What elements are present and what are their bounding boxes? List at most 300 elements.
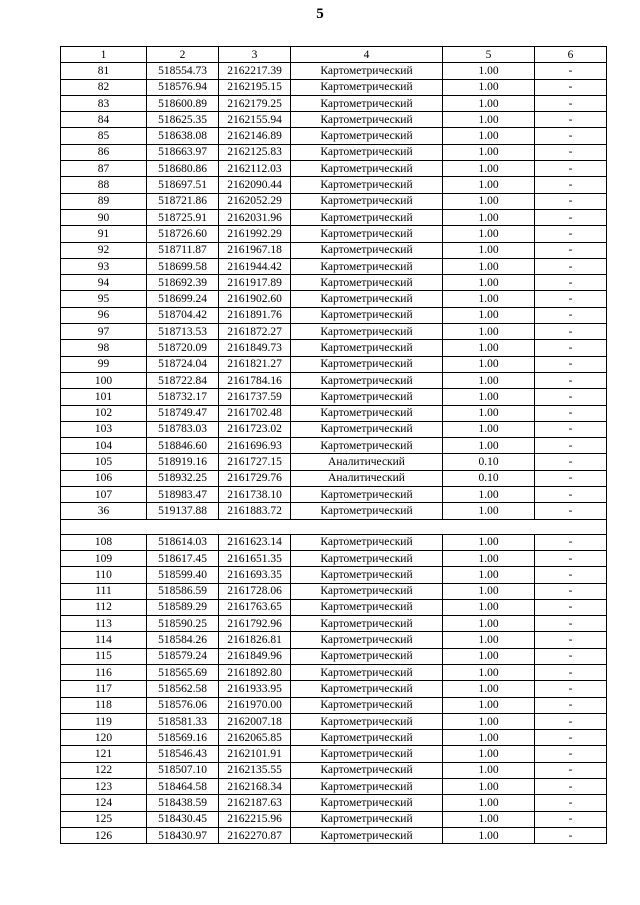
note-cell: -	[535, 827, 607, 843]
table-row	[61, 226, 607, 242]
point-number-cell: 92	[61, 242, 147, 258]
y-coordinate-cell: 2162065.85	[219, 730, 291, 746]
table-row	[61, 79, 607, 95]
y-coordinate-cell: 2161849.96	[219, 648, 291, 664]
accuracy-cell: 1.00	[443, 632, 535, 648]
note-cell: -	[535, 550, 607, 566]
method-cell: Картометрический	[291, 713, 443, 729]
note-cell: -	[535, 177, 607, 193]
y-coordinate-cell: 2161623.14	[219, 534, 291, 550]
table-row	[61, 567, 607, 583]
point-number-cell: 112	[61, 599, 147, 615]
x-coordinate-cell: 518720.09	[147, 340, 219, 356]
table-section-1	[61, 63, 607, 519]
method-cell: Картометрический	[291, 421, 443, 437]
point-number-cell: 108	[61, 534, 147, 550]
y-coordinate-cell: 2161792.96	[219, 616, 291, 632]
table-row	[61, 454, 607, 470]
y-coordinate-cell: 2162215.96	[219, 811, 291, 827]
x-coordinate-cell: 518579.24	[147, 648, 219, 664]
x-coordinate-cell: 518983.47	[147, 487, 219, 503]
note-cell: -	[535, 583, 607, 599]
method-cell: Картометрический	[291, 795, 443, 811]
method-cell: Картометрический	[291, 681, 443, 697]
x-coordinate-cell: 518711.87	[147, 242, 219, 258]
method-cell: Картометрический	[291, 258, 443, 274]
x-coordinate-cell: 518507.10	[147, 762, 219, 778]
point-number-cell: 125	[61, 811, 147, 827]
table-row	[61, 144, 607, 160]
method-cell: Картометрический	[291, 632, 443, 648]
note-cell: -	[535, 746, 607, 762]
table-row	[61, 258, 607, 274]
note-cell: -	[535, 209, 607, 225]
y-coordinate-cell: 2162031.96	[219, 209, 291, 225]
x-coordinate-cell: 518576.06	[147, 697, 219, 713]
point-number-cell: 85	[61, 128, 147, 144]
accuracy-cell: 1.00	[443, 226, 535, 242]
x-coordinate-cell: 518919.16	[147, 454, 219, 470]
x-coordinate-cell: 518584.26	[147, 632, 219, 648]
column-header: 6	[535, 47, 607, 63]
x-coordinate-cell: 518625.35	[147, 112, 219, 128]
x-coordinate-cell: 518725.91	[147, 209, 219, 225]
y-coordinate-cell: 2161651.35	[219, 550, 291, 566]
table-row	[61, 209, 607, 225]
accuracy-cell: 0.10	[443, 470, 535, 486]
x-coordinate-cell: 518704.42	[147, 307, 219, 323]
x-coordinate-cell: 518562.58	[147, 681, 219, 697]
method-cell: Картометрический	[291, 697, 443, 713]
x-coordinate-cell: 518546.43	[147, 746, 219, 762]
table-row	[61, 713, 607, 729]
note-cell: -	[535, 697, 607, 713]
method-cell: Картометрический	[291, 389, 443, 405]
table-row	[61, 550, 607, 566]
point-number-cell: 86	[61, 144, 147, 160]
point-number-cell: 87	[61, 161, 147, 177]
x-coordinate-cell: 518732.17	[147, 389, 219, 405]
note-cell: -	[535, 470, 607, 486]
table-row	[61, 161, 607, 177]
accuracy-cell: 0.10	[443, 454, 535, 470]
y-coordinate-cell: 2161738.10	[219, 487, 291, 503]
y-coordinate-cell: 2162217.39	[219, 63, 291, 79]
accuracy-cell: 1.00	[443, 128, 535, 144]
point-number-cell: 123	[61, 779, 147, 795]
table-row	[61, 112, 607, 128]
point-number-cell: 97	[61, 324, 147, 340]
x-coordinate-cell: 518589.29	[147, 599, 219, 615]
method-cell: Картометрический	[291, 209, 443, 225]
method-cell: Картометрический	[291, 746, 443, 762]
point-number-cell: 120	[61, 730, 147, 746]
y-coordinate-cell: 2161891.76	[219, 307, 291, 323]
x-coordinate-cell: 518617.45	[147, 550, 219, 566]
x-coordinate-cell: 518692.39	[147, 275, 219, 291]
method-cell: Картометрический	[291, 193, 443, 209]
method-cell: Картометрический	[291, 648, 443, 664]
accuracy-cell: 1.00	[443, 372, 535, 388]
y-coordinate-cell: 2161729.76	[219, 470, 291, 486]
method-cell: Аналитический	[291, 454, 443, 470]
point-number-cell: 113	[61, 616, 147, 632]
y-coordinate-cell: 2162168.34	[219, 779, 291, 795]
y-coordinate-cell: 2162155.94	[219, 112, 291, 128]
y-coordinate-cell: 2162090.44	[219, 177, 291, 193]
accuracy-cell: 1.00	[443, 795, 535, 811]
method-cell: Картометрический	[291, 291, 443, 307]
x-coordinate-cell: 518581.33	[147, 713, 219, 729]
x-coordinate-cell: 518614.03	[147, 534, 219, 550]
note-cell: -	[535, 713, 607, 729]
method-cell: Картометрический	[291, 307, 443, 323]
y-coordinate-cell: 2161728.06	[219, 583, 291, 599]
point-number-cell: 94	[61, 275, 147, 291]
spacer-cell	[61, 519, 607, 534]
method-cell: Картометрический	[291, 827, 443, 843]
point-number-cell: 110	[61, 567, 147, 583]
y-coordinate-cell: 2162270.87	[219, 827, 291, 843]
point-number-cell: 93	[61, 258, 147, 274]
table-row	[61, 632, 607, 648]
method-cell: Картометрический	[291, 567, 443, 583]
x-coordinate-cell: 518697.51	[147, 177, 219, 193]
point-number-cell: 99	[61, 356, 147, 372]
y-coordinate-cell: 2161702.48	[219, 405, 291, 421]
note-cell: -	[535, 226, 607, 242]
x-coordinate-cell: 518932.25	[147, 470, 219, 486]
point-number-cell: 104	[61, 438, 147, 454]
accuracy-cell: 1.00	[443, 681, 535, 697]
table-row	[61, 534, 607, 550]
table-row	[61, 470, 607, 486]
table-row	[61, 811, 607, 827]
method-cell: Картометрический	[291, 487, 443, 503]
note-cell: -	[535, 664, 607, 680]
accuracy-cell: 1.00	[443, 242, 535, 258]
accuracy-cell: 1.00	[443, 177, 535, 193]
accuracy-cell: 1.00	[443, 291, 535, 307]
method-cell: Картометрический	[291, 242, 443, 258]
x-coordinate-cell: 519137.88	[147, 503, 219, 519]
note-cell: -	[535, 112, 607, 128]
table-spacer	[61, 519, 607, 534]
table-header-row	[61, 47, 607, 63]
column-header: 4	[291, 47, 443, 63]
column-header: 5	[443, 47, 535, 63]
accuracy-cell: 1.00	[443, 307, 535, 323]
table-row	[61, 827, 607, 843]
y-coordinate-cell: 2161992.29	[219, 226, 291, 242]
note-cell: -	[535, 144, 607, 160]
accuracy-cell: 1.00	[443, 79, 535, 95]
method-cell: Картометрический	[291, 340, 443, 356]
x-coordinate-cell: 518663.97	[147, 144, 219, 160]
note-cell: -	[535, 648, 607, 664]
accuracy-cell: 1.00	[443, 827, 535, 843]
accuracy-cell: 1.00	[443, 697, 535, 713]
table-row	[61, 697, 607, 713]
note-cell: -	[535, 275, 607, 291]
point-number-cell: 36	[61, 503, 147, 519]
note-cell: -	[535, 438, 607, 454]
note-cell: -	[535, 79, 607, 95]
note-cell: -	[535, 795, 607, 811]
note-cell: -	[535, 291, 607, 307]
accuracy-cell: 1.00	[443, 664, 535, 680]
note-cell: -	[535, 681, 607, 697]
y-coordinate-cell: 2162125.83	[219, 144, 291, 160]
method-cell: Картометрический	[291, 664, 443, 680]
point-number-cell: 90	[61, 209, 147, 225]
point-number-cell: 109	[61, 550, 147, 566]
x-coordinate-cell: 518680.86	[147, 161, 219, 177]
y-coordinate-cell: 2162052.29	[219, 193, 291, 209]
accuracy-cell: 1.00	[443, 275, 535, 291]
method-cell: Аналитический	[291, 470, 443, 486]
accuracy-cell: 1.00	[443, 762, 535, 778]
accuracy-cell: 1.00	[443, 63, 535, 79]
x-coordinate-cell: 518699.58	[147, 258, 219, 274]
y-coordinate-cell: 2162101.91	[219, 746, 291, 762]
table-row	[61, 177, 607, 193]
x-coordinate-cell: 518699.24	[147, 291, 219, 307]
accuracy-cell: 1.00	[443, 112, 535, 128]
method-cell: Картометрический	[291, 438, 443, 454]
y-coordinate-cell: 2161723.02	[219, 421, 291, 437]
column-header: 1	[61, 47, 147, 63]
table-row	[61, 128, 607, 144]
method-cell: Картометрический	[291, 534, 443, 550]
accuracy-cell: 1.00	[443, 421, 535, 437]
x-coordinate-cell: 518430.97	[147, 827, 219, 843]
point-number-cell: 100	[61, 372, 147, 388]
accuracy-cell: 1.00	[443, 583, 535, 599]
point-number-cell: 98	[61, 340, 147, 356]
method-cell: Картометрический	[291, 599, 443, 615]
y-coordinate-cell: 2161970.00	[219, 697, 291, 713]
table-row	[61, 95, 607, 111]
accuracy-cell: 1.00	[443, 648, 535, 664]
method-cell: Картометрический	[291, 144, 443, 160]
method-cell: Картометрический	[291, 356, 443, 372]
y-coordinate-cell: 2162195.15	[219, 79, 291, 95]
table-row	[61, 389, 607, 405]
method-cell: Картометрический	[291, 779, 443, 795]
point-number-cell: 89	[61, 193, 147, 209]
note-cell: -	[535, 454, 607, 470]
accuracy-cell: 1.00	[443, 779, 535, 795]
method-cell: Картометрический	[291, 372, 443, 388]
accuracy-cell: 1.00	[443, 616, 535, 632]
table-row	[61, 746, 607, 762]
table-row	[61, 340, 607, 356]
point-number-cell: 121	[61, 746, 147, 762]
y-coordinate-cell: 2162112.03	[219, 161, 291, 177]
table-row	[61, 242, 607, 258]
x-coordinate-cell: 518438.59	[147, 795, 219, 811]
x-coordinate-cell: 518724.04	[147, 356, 219, 372]
point-number-cell: 111	[61, 583, 147, 599]
page-number: 5	[316, 6, 324, 22]
x-coordinate-cell: 518569.16	[147, 730, 219, 746]
point-number-cell: 103	[61, 421, 147, 437]
y-coordinate-cell: 2161784.16	[219, 372, 291, 388]
note-cell: -	[535, 405, 607, 421]
y-coordinate-cell: 2161933.95	[219, 681, 291, 697]
x-coordinate-cell: 518749.47	[147, 405, 219, 421]
point-number-cell: 106	[61, 470, 147, 486]
x-coordinate-cell: 518554.73	[147, 63, 219, 79]
method-cell: Картометрический	[291, 811, 443, 827]
x-coordinate-cell: 518722.84	[147, 372, 219, 388]
x-coordinate-cell: 518599.40	[147, 567, 219, 583]
column-header: 3	[219, 47, 291, 63]
table-row	[61, 762, 607, 778]
method-cell: Картометрический	[291, 405, 443, 421]
note-cell: -	[535, 779, 607, 795]
note-cell: -	[535, 372, 607, 388]
table-row	[61, 730, 607, 746]
accuracy-cell: 1.00	[443, 161, 535, 177]
x-coordinate-cell: 518590.25	[147, 616, 219, 632]
point-number-cell: 119	[61, 713, 147, 729]
method-cell: Картометрический	[291, 275, 443, 291]
y-coordinate-cell: 2162007.18	[219, 713, 291, 729]
y-coordinate-cell: 2162187.63	[219, 795, 291, 811]
table-row	[61, 599, 607, 615]
point-number-cell: 84	[61, 112, 147, 128]
y-coordinate-cell: 2161737.59	[219, 389, 291, 405]
x-coordinate-cell: 518726.60	[147, 226, 219, 242]
accuracy-cell: 1.00	[443, 599, 535, 615]
table-row	[61, 372, 607, 388]
accuracy-cell: 1.00	[443, 389, 535, 405]
method-cell: Картометрический	[291, 550, 443, 566]
x-coordinate-cell: 518576.94	[147, 79, 219, 95]
note-cell: -	[535, 762, 607, 778]
table-row	[61, 421, 607, 437]
accuracy-cell: 1.00	[443, 405, 535, 421]
note-cell: -	[535, 567, 607, 583]
note-cell: -	[535, 324, 607, 340]
y-coordinate-cell: 2162146.89	[219, 128, 291, 144]
method-cell: Картометрический	[291, 79, 443, 95]
accuracy-cell: 1.00	[443, 258, 535, 274]
method-cell: Картометрический	[291, 95, 443, 111]
x-coordinate-cell: 518565.69	[147, 664, 219, 680]
point-number-cell: 118	[61, 697, 147, 713]
note-cell: -	[535, 421, 607, 437]
y-coordinate-cell: 2162179.25	[219, 95, 291, 111]
y-coordinate-cell: 2162135.55	[219, 762, 291, 778]
accuracy-cell: 1.00	[443, 209, 535, 225]
point-number-cell: 117	[61, 681, 147, 697]
point-number-cell: 102	[61, 405, 147, 421]
note-cell: -	[535, 95, 607, 111]
accuracy-cell: 1.00	[443, 534, 535, 550]
x-coordinate-cell: 518638.08	[147, 128, 219, 144]
table-row	[61, 291, 607, 307]
accuracy-cell: 1.00	[443, 356, 535, 372]
accuracy-cell: 1.00	[443, 550, 535, 566]
point-number-cell: 126	[61, 827, 147, 843]
note-cell: -	[535, 632, 607, 648]
accuracy-cell: 1.00	[443, 340, 535, 356]
point-number-cell: 81	[61, 63, 147, 79]
x-coordinate-cell: 518783.03	[147, 421, 219, 437]
accuracy-cell: 1.00	[443, 713, 535, 729]
method-cell: Картометрический	[291, 503, 443, 519]
y-coordinate-cell: 2161944.42	[219, 258, 291, 274]
note-cell: -	[535, 534, 607, 550]
coordinates-table	[60, 46, 607, 844]
accuracy-cell: 1.00	[443, 503, 535, 519]
accuracy-cell: 1.00	[443, 438, 535, 454]
x-coordinate-cell: 518586.59	[147, 583, 219, 599]
note-cell: -	[535, 63, 607, 79]
table-row	[61, 616, 607, 632]
note-cell: -	[535, 161, 607, 177]
accuracy-cell: 1.00	[443, 567, 535, 583]
table-row	[61, 583, 607, 599]
table-row	[61, 193, 607, 209]
y-coordinate-cell: 2161849.73	[219, 340, 291, 356]
y-coordinate-cell: 2161821.27	[219, 356, 291, 372]
spacer-row	[61, 519, 607, 534]
note-cell: -	[535, 503, 607, 519]
y-coordinate-cell: 2161696.93	[219, 438, 291, 454]
method-cell: Картометрический	[291, 730, 443, 746]
accuracy-cell: 1.00	[443, 193, 535, 209]
note-cell: -	[535, 730, 607, 746]
note-cell: -	[535, 389, 607, 405]
x-coordinate-cell: 518600.89	[147, 95, 219, 111]
y-coordinate-cell: 2161917.89	[219, 275, 291, 291]
table-row	[61, 307, 607, 323]
point-number-cell: 105	[61, 454, 147, 470]
note-cell: -	[535, 258, 607, 274]
method-cell: Картометрический	[291, 128, 443, 144]
y-coordinate-cell: 2161727.15	[219, 454, 291, 470]
table-row	[61, 405, 607, 421]
point-number-cell: 107	[61, 487, 147, 503]
method-cell: Картометрический	[291, 583, 443, 599]
table-row	[61, 503, 607, 519]
point-number-cell: 96	[61, 307, 147, 323]
method-cell: Картометрический	[291, 226, 443, 242]
column-header: 2	[147, 47, 219, 63]
table-row	[61, 487, 607, 503]
y-coordinate-cell: 2161967.18	[219, 242, 291, 258]
table-row	[61, 795, 607, 811]
note-cell: -	[535, 487, 607, 503]
point-number-cell: 88	[61, 177, 147, 193]
note-cell: -	[535, 307, 607, 323]
table-row	[61, 438, 607, 454]
y-coordinate-cell: 2161902.60	[219, 291, 291, 307]
note-cell: -	[535, 616, 607, 632]
table-row	[61, 779, 607, 795]
accuracy-cell: 1.00	[443, 730, 535, 746]
method-cell: Картометрический	[291, 177, 443, 193]
table-row	[61, 63, 607, 79]
y-coordinate-cell: 2161693.35	[219, 567, 291, 583]
note-cell: -	[535, 340, 607, 356]
accuracy-cell: 1.00	[443, 324, 535, 340]
point-number-cell: 83	[61, 95, 147, 111]
